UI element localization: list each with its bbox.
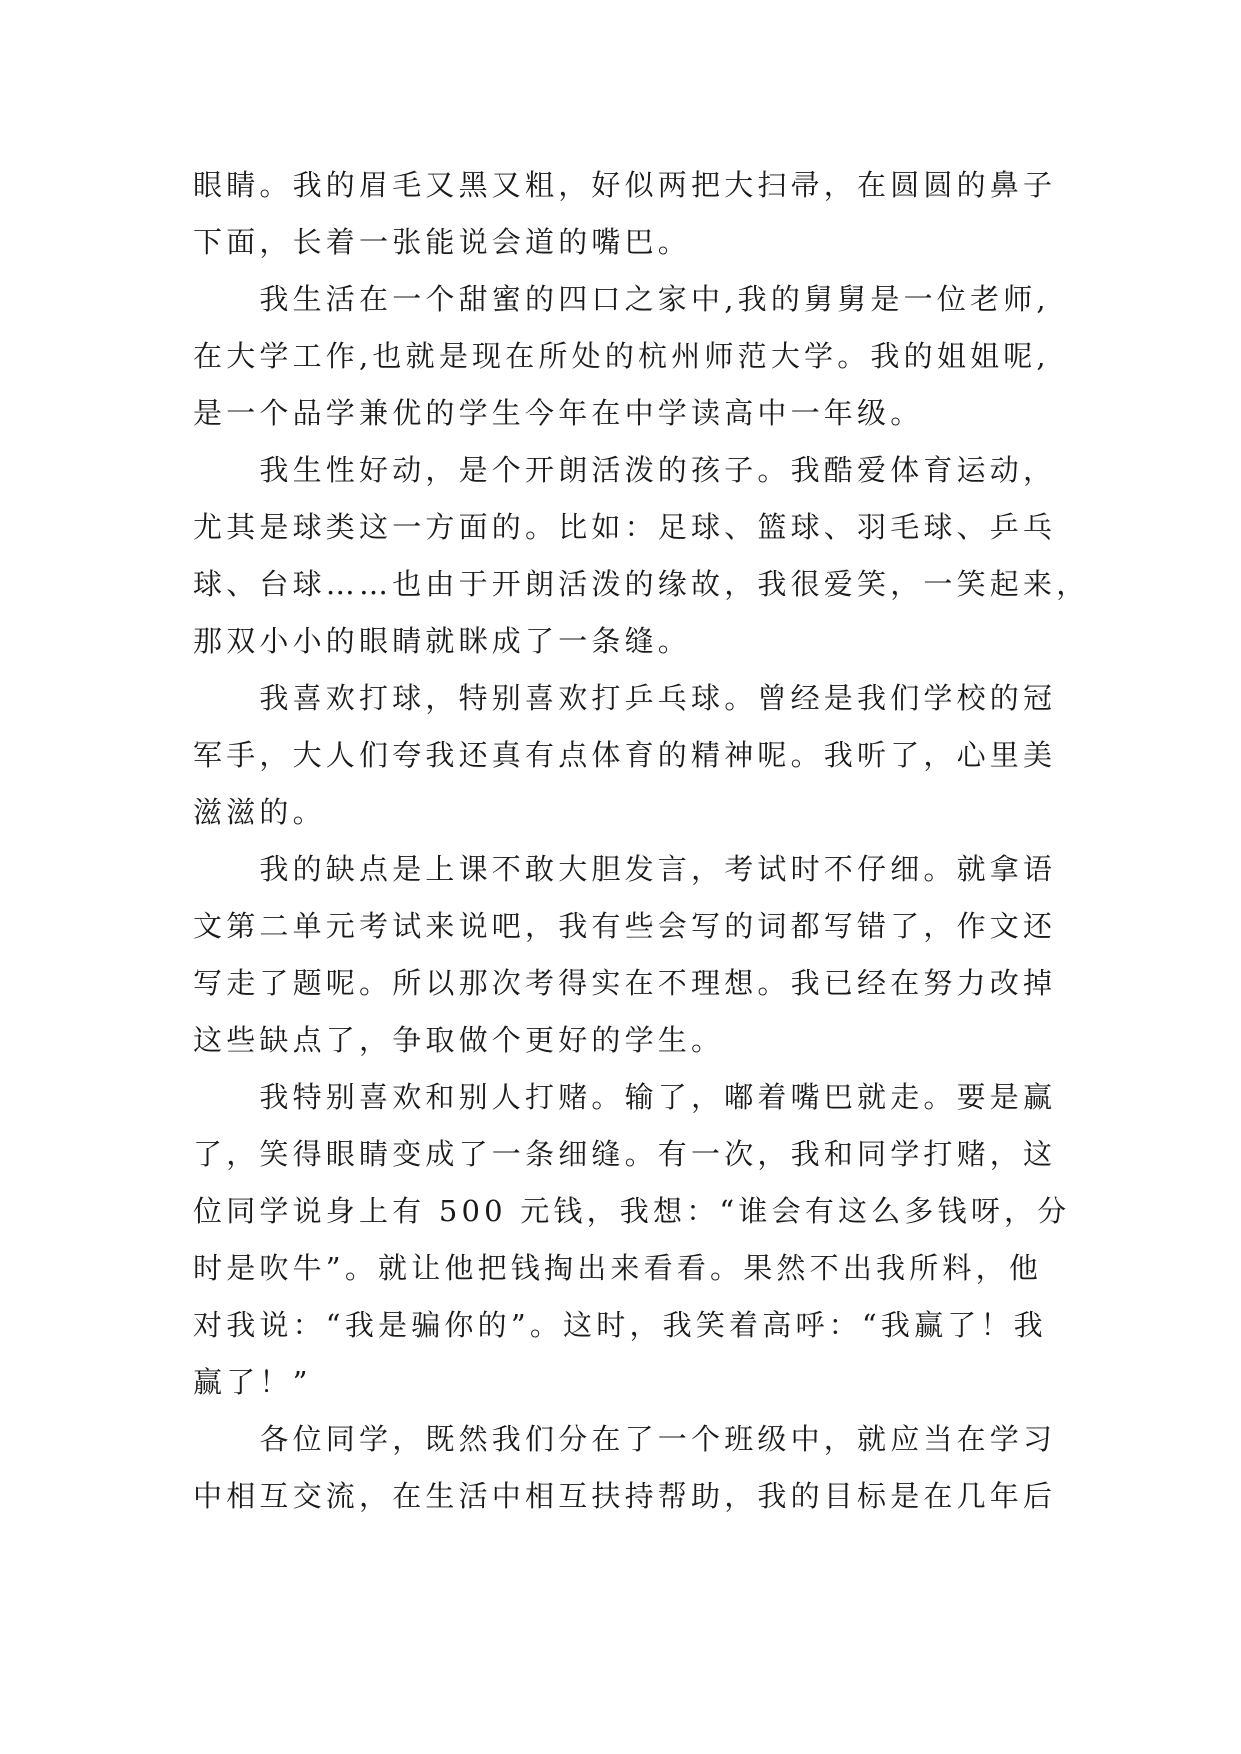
text-line: 中相互交流，在生活中相互扶持帮助，我的目标是在几年后: [193, 1479, 1057, 1513]
text-line: 我特别喜欢和别人打赌。输了，嘟着嘴巴就走。要是赢: [193, 1080, 1057, 1114]
text-line: 军手，大人们夸我还真有点体育的精神呢。我听了，心里美: [193, 738, 1057, 772]
text-line: 眼睛。我的眉毛又黑又粗，好似两把大扫帚，在圆圆的鼻子: [193, 168, 1057, 202]
text-line: 位同学说身上有 500 元钱，我想：“谁会有这么多钱呀，分: [193, 1194, 1071, 1228]
text-line: 时是吹牛”。就让他把钱掏出来看看。果然不出我所料，他: [193, 1251, 1043, 1285]
text-line: 下面，长着一张能说会道的嘴巴。: [193, 225, 692, 259]
essay-body: [193, 157, 1093, 1525]
text-line: 赢了！”: [193, 1365, 312, 1399]
text-line: 那双小小的眼睛就眯成了一条缝。: [193, 624, 692, 658]
text-line: 文第二单元考试来说吧，我有些会写的词都写错了，作文还: [193, 909, 1057, 943]
text-line: 我生性好动，是个开朗活泼的孩子。我酷爱体育运动，: [193, 453, 1057, 487]
text-line: 我喜欢打球，特别喜欢打乒乓球。曾经是我们学校的冠: [193, 681, 1057, 715]
text-line: 滋滋的。: [193, 795, 326, 829]
text-line: 这些缺点了，争取做个更好的学生。: [193, 1023, 725, 1057]
text-line: 各位同学，既然我们分在了一个班级中，就应当在学习: [193, 1422, 1057, 1456]
text-line: 对我说：“我是骗你的”。这时，我笑着高呼：“我赢了！我: [193, 1308, 1047, 1342]
text-line: 尤其是球类这一方面的。比如：足球、篮球、羽毛球、乒乓: [193, 510, 1057, 544]
text-line: 是一个品学兼优的学生今年在中学读高中一年级。: [193, 396, 924, 430]
text-line: 在大学工作,也就是现在所处的杭州师范大学。我的姐姐呢,: [193, 339, 1050, 373]
text-line: 我的缺点是上课不敢大胆发言，考试时不仔细。就拿语: [193, 852, 1057, 886]
text-line: 写走了题呢。所以那次考得实在不理想。我已经在努力改掉: [193, 966, 1057, 1000]
text-line: 球、台球……也由于开朗活泼的缘故，我很爱笑，一笑起来，: [193, 567, 1090, 601]
text-line: 我生活在一个甜蜜的四口之家中,我的舅舅是一位老师,: [193, 282, 1050, 316]
text-line: 了，笑得眼睛变成了一条细缝。有一次，我和同学打赌，这: [193, 1137, 1057, 1171]
